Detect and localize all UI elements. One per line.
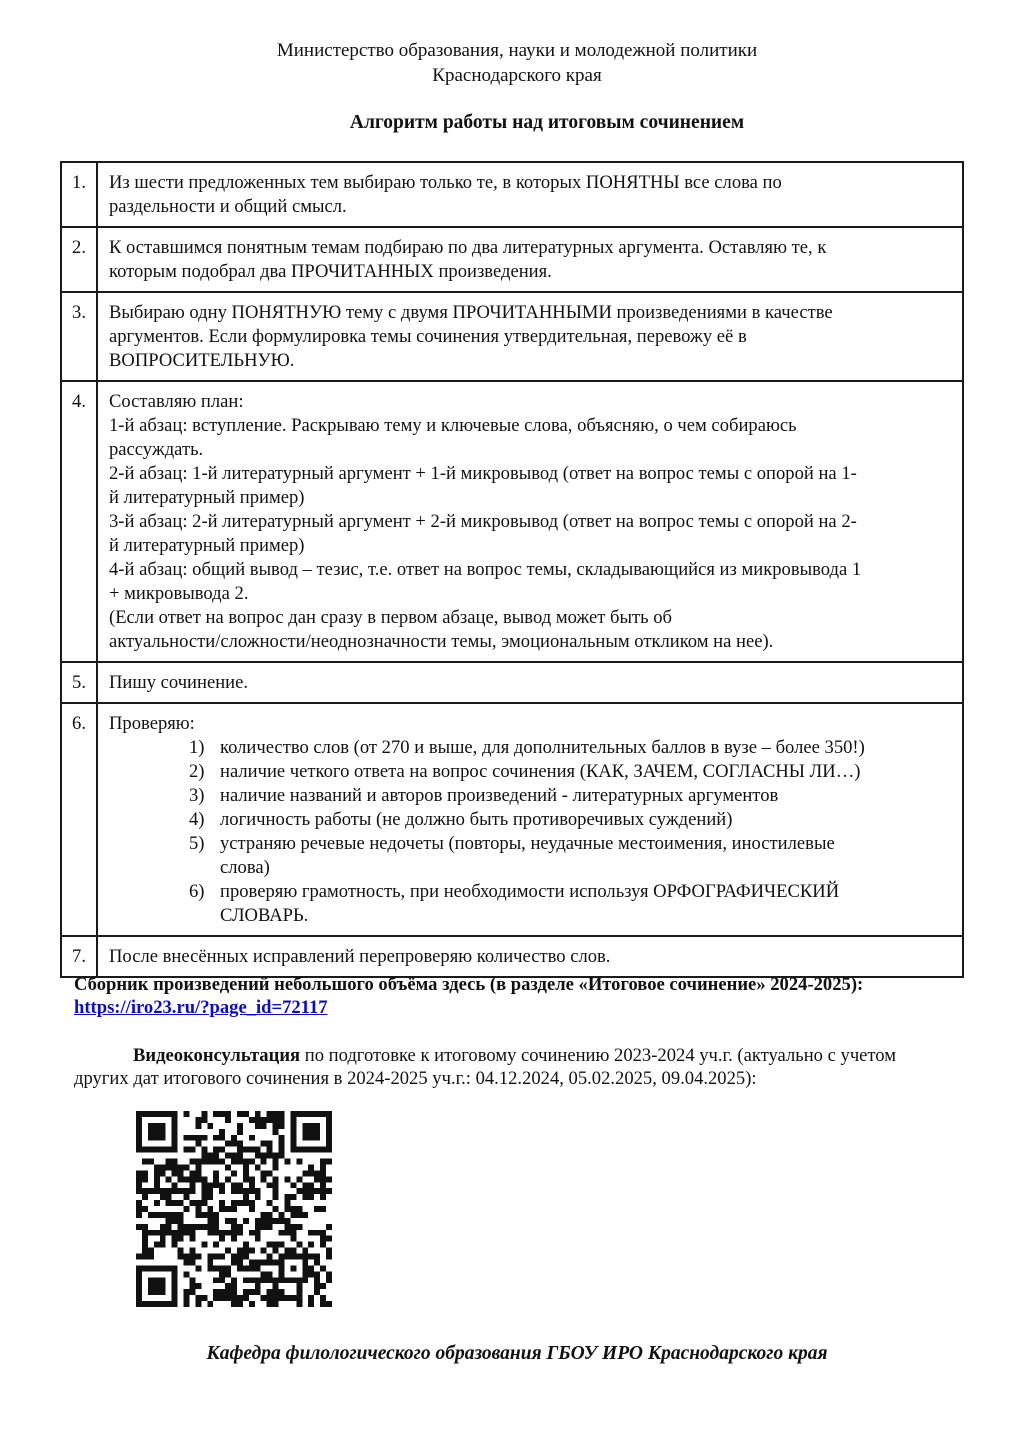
- step-text-line: К оставшимся понятным темам подбираю по два литературных аргумента. Оставляю те, к: [109, 237, 827, 258]
- table-row: [61, 227, 963, 292]
- collection-paragraph: [74, 973, 960, 1019]
- step-number: 2.: [61, 227, 97, 292]
- step-text-line: которым подобрал два ПРОЧИТАННЫХ произведения.: [109, 261, 552, 282]
- step-text: [97, 662, 963, 703]
- list-item-number: 6): [189, 881, 205, 902]
- list-item-number: 2): [189, 761, 205, 782]
- qr-code-icon[interactable]: [136, 1111, 332, 1307]
- step-number: 1.: [61, 162, 97, 227]
- step-text: [97, 162, 963, 227]
- step-number: 5.: [61, 662, 97, 703]
- step-text-line: Из шести предложенных тем выбираю только те, в которых ПОНЯТНЫ все слова по: [109, 172, 782, 193]
- list-item-text: СЛОВАРЬ.: [220, 905, 309, 926]
- list-item-text: количество слов (от 270 и выше, для дополнительных баллов в вузе – более 350!): [220, 737, 865, 758]
- check-list: [109, 736, 956, 928]
- step-text-line: актуальности/сложности/неоднозначности темы, эмоциональным откликом на нее).: [109, 631, 774, 652]
- step-number: 7.: [61, 936, 97, 977]
- step-text-line: 4-й абзац: общий вывод – тезис, т.е. ответ на вопрос темы, складывающийся из микровывода 1: [109, 559, 862, 580]
- table-row: [61, 292, 963, 381]
- step-text-line: ВОПРОСИТЕЛЬНУЮ.: [109, 350, 295, 371]
- step-text-line: Выбираю одну ПОНЯТНУЮ тему с двумя ПРОЧИТАННЫМИ произведениями в качестве: [109, 302, 833, 323]
- list-item: [189, 808, 956, 832]
- step-text-line: Проверяю:: [109, 713, 195, 734]
- step-text-line: Пишу сочинение.: [109, 672, 249, 693]
- list-item-text: наличие названий и авторов произведений - литературных аргументов: [220, 785, 779, 806]
- list-item-number: 1): [189, 737, 205, 758]
- step-text-line: й литературный пример): [109, 535, 305, 556]
- video-consultation-paragraph: [74, 1044, 954, 1090]
- step-text: [97, 292, 963, 381]
- list-item-text: проверяю грамотность, при необходимости используя ОРФОГРАФИЧЕСКИЙ: [220, 881, 840, 902]
- header-line-1: Министерство образования, науки и молодежной политики: [276, 40, 758, 61]
- list-item: [189, 760, 956, 784]
- list-item: [189, 784, 956, 808]
- step-text-line: раздельности и общий смысл.: [109, 196, 347, 217]
- step-text: [97, 381, 963, 662]
- list-item-number: 5): [189, 833, 205, 854]
- step-number: 4.: [61, 381, 97, 662]
- list-item: [189, 832, 956, 880]
- step-number: 6.: [61, 703, 97, 936]
- step-text-line: После внесённых исправлений перепроверяю количество слов.: [109, 946, 611, 967]
- step-text: [97, 936, 963, 977]
- list-item-text: устраняю речевые недочеты (повторы, неудачные местоимения, иностилевые: [220, 833, 835, 854]
- step-text-line: й литературный пример): [109, 487, 305, 508]
- video-bold-text: Видеоконсультация: [133, 1045, 301, 1066]
- table-row: [61, 662, 963, 703]
- collection-bold-text: Сборник произведений небольшого объёма здесь: [74, 974, 486, 995]
- table-row: [61, 703, 963, 936]
- table-row: [61, 381, 963, 662]
- list-item-number: 4): [189, 809, 205, 830]
- footer-department: Кафедра филологического образования ГБОУ ИРО Краснодарского края: [206, 1343, 828, 1364]
- step-text-line: аргументов. Если формулировка темы сочинения утвердительная, перевожу её в: [109, 326, 747, 347]
- ministry-header: [0, 38, 1024, 88]
- table-row: [61, 936, 963, 977]
- collection-rest-text: (в разделе «Итоговое сочинение» 2024-2025):: [485, 974, 864, 995]
- step-text-line: 2-й абзац: 1-й литературный аргумент + 1-й микровывод (ответ на вопрос темы с опорой на 1-: [109, 463, 857, 484]
- list-item-text: наличие четкого ответа на вопрос сочинения (КАК, ЗАЧЕМ, СОГЛАСНЫ ЛИ…): [220, 761, 861, 782]
- page-title: Алгоритм работы над итоговым сочинением: [349, 112, 745, 133]
- header-line-2: Краснодарского края: [432, 65, 602, 86]
- step-text-line: Составляю план:: [109, 391, 244, 412]
- list-item-number: 3): [189, 785, 205, 806]
- step-number: 3.: [61, 292, 97, 381]
- step-text: [97, 227, 963, 292]
- step-text-line: (Если ответ на вопрос дан сразу в первом абзаце, вывод может быть об: [109, 607, 673, 628]
- table-row: [61, 162, 963, 227]
- step-text-line: 3-й абзац: 2-й литературный аргумент + 2-й микровывод (ответ на вопрос темы с опорой на 2-: [109, 511, 857, 532]
- list-item-text: логичность работы (не должно быть противоречивых суждений): [220, 809, 733, 830]
- collection-link[interactable]: https://iro23.ru/?page_id=72117: [74, 997, 328, 1018]
- algorithm-table: [60, 161, 964, 978]
- step-text-line: рассуждать.: [109, 439, 204, 460]
- step-text-line: + микровывода 2.: [109, 583, 249, 604]
- list-item-text: слова): [220, 857, 270, 878]
- step-text: [97, 703, 963, 936]
- video-rest-text: по подготовке к итоговому сочинению 2023-2024 уч.г. (актуально с учетом других дат итогового сочинения в 2024-2025 уч.г.: 04.12.2024, 05.02.2025, 09.04.2025):: [74, 1045, 897, 1089]
- list-item: [189, 880, 956, 928]
- list-item: [189, 736, 956, 760]
- step-text-line: 1-й абзац: вступление. Раскрываю тему и ключевые слова, объясняю, о чем собираюсь: [109, 415, 797, 436]
